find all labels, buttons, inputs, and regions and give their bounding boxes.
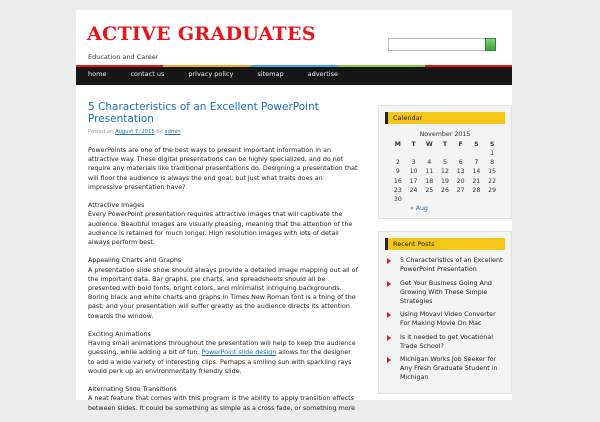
page-wrapper bbox=[76, 10, 512, 412]
section-heading: Alternating Slide Transitions bbox=[88, 386, 177, 394]
section-text: Every PowerPoint presentation requires attractive images that will captivate the audience. Beautiful images are visually pleasing, meaning that the attention of the audience is retained for much longer. High resolution images with lots of detail always perform best. bbox=[88, 211, 353, 247]
calendar-cell: 10 bbox=[409, 168, 418, 176]
post-meta-by: by bbox=[156, 129, 163, 135]
section-text: A presentation slide show should always provide a detailed image mapping out all of the important data. Bar graphs, pie charts, and spreadsheets should all be presented with bold fonts, bright colors, and minimalist intriguing backgrounds. Boring black and white charts and graphs in Times New Roman font is a thing of the past; and your presentation will suffer greatly as the audience directs its attention towards the window. bbox=[88, 266, 358, 320]
calendar-day-header: W bbox=[425, 141, 433, 148]
post-article bbox=[88, 101, 358, 422]
calendar-caption: November 2015 bbox=[419, 131, 471, 138]
section-transitions bbox=[88, 385, 358, 413]
calendar-cell bbox=[437, 195, 453, 204]
calendar-cell: 8 bbox=[490, 159, 495, 167]
search-input[interactable] bbox=[388, 38, 485, 51]
nav-item-privacy-policy[interactable]: privacy policy bbox=[188, 70, 234, 78]
section-heading: Exciting Animations bbox=[88, 331, 151, 339]
nav-item-sitemap[interactable]: sitemap bbox=[257, 70, 284, 78]
search-form bbox=[388, 38, 496, 51]
section-animations bbox=[88, 330, 358, 376]
calendar-cell: 25 bbox=[425, 186, 434, 194]
calendar-cell: 3 bbox=[411, 159, 416, 167]
calendar-cell: 9 bbox=[395, 168, 400, 176]
recent-post-link[interactable]: Get Your Business Going And Growing With These Simple Strategies bbox=[400, 279, 492, 305]
recent-post-item[interactable] bbox=[385, 256, 505, 274]
calendar-cell: 14 bbox=[472, 168, 481, 176]
calendar-cell: 24 bbox=[409, 186, 418, 194]
calendar-cell: 1 bbox=[490, 150, 495, 158]
arrow-right-icon bbox=[387, 281, 391, 287]
calendar-cell bbox=[469, 195, 485, 204]
calendar-table bbox=[390, 140, 500, 204]
calendar-cell: 21 bbox=[472, 177, 481, 185]
recent-post-item[interactable] bbox=[385, 279, 505, 307]
nav-item-advertise[interactable]: advertise bbox=[307, 70, 338, 78]
nav-item-home[interactable]: home bbox=[88, 70, 107, 78]
calendar-cell bbox=[453, 149, 469, 158]
calendar-day-header: M bbox=[394, 141, 401, 148]
recent-post-item[interactable] bbox=[385, 355, 505, 383]
calendar-cell: 4 bbox=[427, 159, 432, 167]
nav-color-stripe bbox=[76, 65, 512, 67]
post-date-link[interactable]: August 7, 2015 bbox=[115, 129, 155, 135]
calendar-widget bbox=[378, 105, 512, 219]
calendar-cell bbox=[406, 149, 422, 158]
recent-post-link[interactable]: 5 Characteristics of an Excellent PowerPoint Presentation bbox=[400, 257, 503, 274]
post-title[interactable]: 5 Characteristics of an Excellent PowerPoint Presentation bbox=[88, 101, 319, 125]
calendar-cell: 30 bbox=[393, 196, 402, 204]
calendar-cell: 28 bbox=[472, 186, 481, 194]
post-intro: PowerPoints are one of the best ways to present important information in an attractive way. These digital presentations can be highly specialized, and do not require any materials like traditional presentations do. Designing a presentation that will floor the audience is always the end goal; but just what traits does an impressive presentation have? bbox=[88, 147, 358, 191]
calendar-cell: 20 bbox=[456, 177, 465, 185]
section-attractive-images bbox=[88, 201, 358, 247]
recent-post-link[interactable]: Michigan Works Job Seeker for Any Fresh Graduate Student in Michigan bbox=[400, 355, 498, 382]
post-content bbox=[88, 146, 358, 413]
calendar-cell: 7 bbox=[474, 159, 479, 167]
calendar-cell bbox=[484, 195, 500, 204]
section-heading: Attractive Images bbox=[88, 202, 145, 210]
calendar-cell bbox=[437, 149, 453, 158]
recent-posts-widget bbox=[378, 231, 512, 393]
calendar-cell: 2 bbox=[395, 159, 400, 167]
calendar-cell bbox=[390, 149, 406, 158]
calendar-cell: 5 bbox=[442, 159, 447, 167]
arrow-right-icon bbox=[387, 258, 391, 264]
calendar-widget-title: Calendar bbox=[385, 112, 505, 124]
calendar-cell bbox=[421, 149, 437, 158]
calendar-cell: 11 bbox=[425, 168, 434, 176]
calendar-day-header: S bbox=[489, 141, 495, 148]
search-button[interactable] bbox=[485, 38, 496, 51]
section-heading: Appealing Charts and Graphs bbox=[88, 257, 182, 265]
main-nav bbox=[76, 65, 512, 85]
calendar-cell: 27 bbox=[456, 186, 465, 194]
site-title[interactable]: ACTIVE GRADUATES bbox=[87, 23, 316, 45]
calendar-cell: 6 bbox=[458, 159, 463, 167]
calendar-cell bbox=[406, 195, 422, 204]
section-charts-graphs bbox=[88, 256, 358, 320]
site-tagline: Education and Career bbox=[88, 53, 159, 61]
powerpoint-slide-design-link[interactable]: PowerPoint slide design bbox=[201, 349, 277, 357]
recent-post-link[interactable]: Using Movavi Video Converter For Making Movie On Mac bbox=[400, 311, 496, 328]
section-text: A neat feature that comes with this program is the ability to apply transition effects between slides. It could be something as simple as a cross fade, or something more bbox=[88, 395, 356, 412]
calendar-cell: 17 bbox=[409, 177, 418, 185]
section-text: Having small animations throughout the presentation will help to keep the audience guessing, while adding a bit of fun. bbox=[88, 340, 356, 357]
calendar-cell: 23 bbox=[393, 186, 402, 194]
calendar-cell: 18 bbox=[425, 177, 434, 185]
calendar-cell: 19 bbox=[441, 177, 449, 185]
calendar-cell bbox=[421, 195, 437, 204]
site-header bbox=[76, 10, 512, 61]
recent-post-item[interactable] bbox=[385, 310, 505, 328]
recent-posts-list bbox=[385, 256, 505, 382]
nav-item-contact-us[interactable]: contact us bbox=[130, 70, 165, 78]
calendar-day-header: F bbox=[458, 141, 463, 148]
calendar-cell: 29 bbox=[488, 186, 497, 194]
calendar-cell: 22 bbox=[488, 177, 497, 185]
calendar-cell: 13 bbox=[456, 168, 465, 176]
calendar-day-header: T bbox=[411, 141, 416, 148]
recent-posts-widget-title: Recent Posts bbox=[385, 238, 505, 250]
recent-post-item[interactable] bbox=[385, 333, 505, 351]
sidebar bbox=[378, 105, 512, 406]
calendar-cell: 26 bbox=[441, 186, 449, 194]
post-author-link[interactable]: admin bbox=[164, 129, 181, 135]
calendar-cell: 15 bbox=[488, 168, 497, 176]
calendar-cell: 12 bbox=[441, 168, 449, 176]
calendar-cell bbox=[453, 195, 469, 204]
arrow-right-icon bbox=[387, 357, 391, 363]
calendar-prev-month-link[interactable]: « Aug bbox=[410, 205, 428, 213]
calendar-cell bbox=[469, 149, 485, 158]
arrow-right-icon bbox=[387, 335, 391, 341]
post-meta bbox=[88, 129, 358, 135]
recent-post-link[interactable]: Is it needed to get Vocational Trade School? bbox=[400, 333, 493, 350]
calendar-cell: 16 bbox=[393, 177, 402, 185]
section-text: allows for the designer to add a wide variety of interesting clips. Perhaps a smiling sun with sparkling rays would perk up an environmentally friendly slide. bbox=[88, 349, 352, 375]
calendar-day-header: T bbox=[442, 141, 448, 148]
calendar-day-header: S bbox=[474, 141, 479, 148]
arrow-right-icon bbox=[387, 312, 391, 318]
post-meta-prefix: Posted on bbox=[88, 129, 114, 135]
